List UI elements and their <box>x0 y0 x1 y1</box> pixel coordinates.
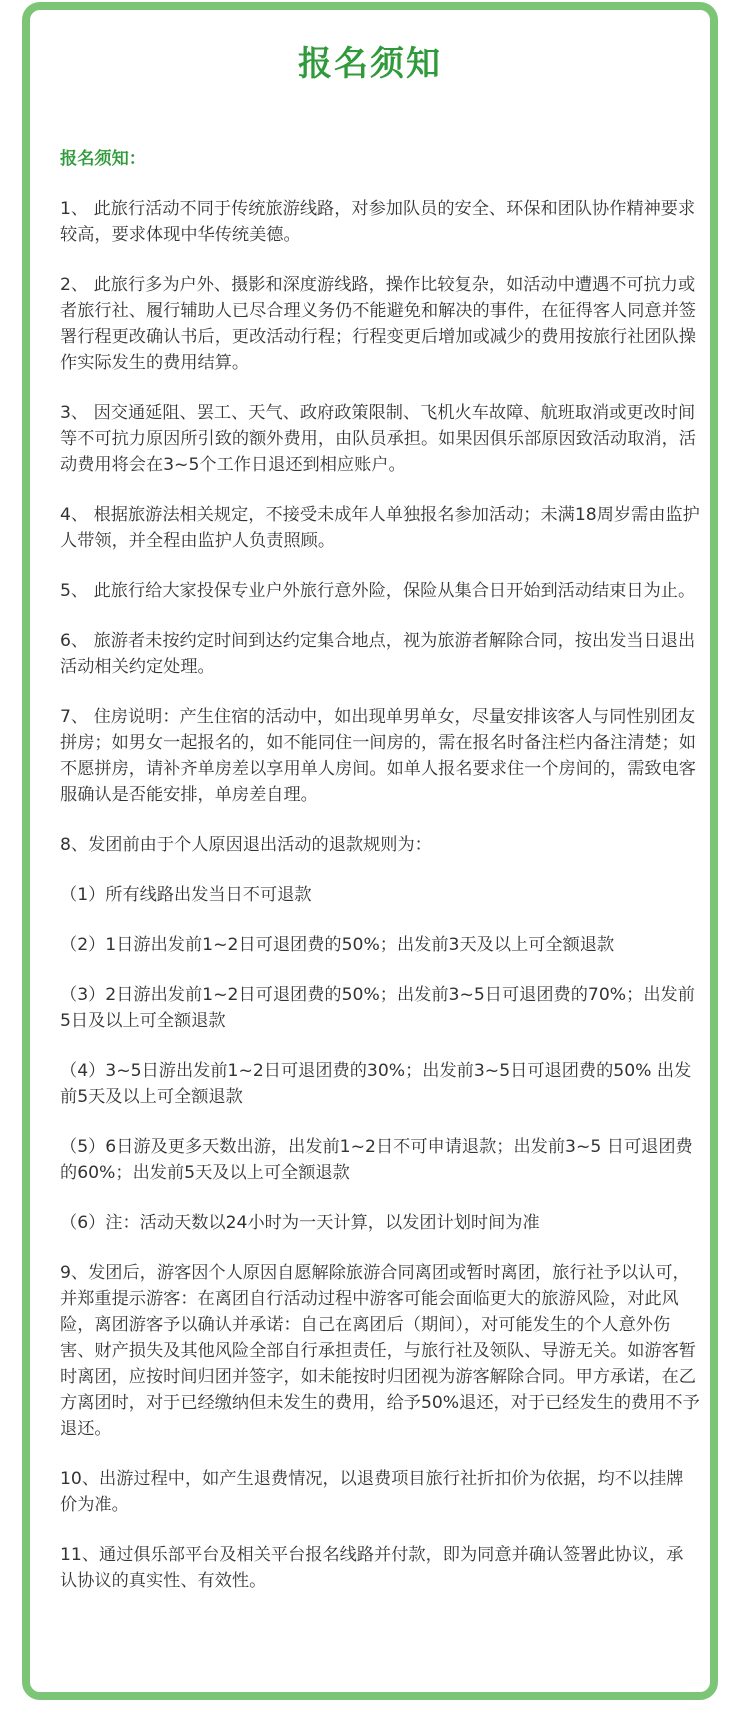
notice-item-4: 4、 根据旅游法相关规定，不接受未成年人单独报名参加活动；未满18周岁需由监护人带领，并全程由监护人负责照顾。 <box>60 505 700 551</box>
title-text: 报名须知 <box>298 44 442 84</box>
notice-card <box>22 2 718 1700</box>
refund-rule-5: （5）6日游及更多天数出游，出发前1~2日不可申请退款；出发前3~5 日可退团费的60%；出发前5天及以上可全额退款 <box>60 1137 693 1183</box>
notice-item-11: 11、通过俱乐部平台及相关平台报名线路并付款，即为同意并确认签署此协议，承认协议的真实性、有效性。 <box>60 1545 684 1591</box>
notice-item-9: 9、发团后，游客因个人原因自愿解除旅游合同离团或暂时离团，旅行社予以认可，并郑重提示游客：在离团自行活动过程中游客可能会面临更大的旅游风险，对此风险，离团游客予以确认并承诺：自己在离团后（期间），对可能发生的个人意外伤害、财产损失及其他风险全部自行承担责任，与旅行社及领队、导游无关。如游客暂时离团，应按时间归团并签字，如未能按时归团视为游客解除合同。甲方承诺，在乙方离团时，对于已经缴纳但未发生的费用，给予50%退还，对于已经发生的费用不予退还。 <box>60 1263 700 1439</box>
refund-rule-4: （4）3~5日游出发前1~2日可退团费的30%；出发前3~5日可退团费的50% 出发前5天及以上可全额退款 <box>60 1061 692 1107</box>
notice-item-10: 10、出游过程中，如产生退费情况，以退费项目旅行社折扣价为依据，均不以挂牌价为准。 <box>60 1469 684 1515</box>
notice-item-6: 6、 旅游者未按约定时间到达约定集合地点，视为旅游者解除合同，按出发当日退出活动相关约定处理。 <box>60 631 696 677</box>
notice-item-1: 1、 此旅行活动不同于传统旅游线路，对参加队员的安全、环保和团队协作精神要求较高，要求体现中华传统美德。 <box>60 199 696 245</box>
section-heading: 报名须知： <box>60 149 146 169</box>
notice-item-5: 5、 此旅行给大家投保专业户外旅行意外险，保险从集合日开始到活动结束日为止。 <box>60 581 696 601</box>
notice-item-2: 2、 此旅行多为户外、摄影和深度游线路，操作比较复杂，如活动中遭遇不可抗力或者旅行社、履行辅助人已尽合理义务仍不能避免和解决的事件，在征得客人同意并签署行程更改确认书后，更改活动行程；行程变更后增加或减少的费用按旅行社团队操作实际发生的费用结算。 <box>60 275 696 373</box>
refund-rule-6: （6）注：活动天数以24小时为一天计算，以发团计划时间为准 <box>60 1213 540 1233</box>
refund-rule-3: （3）2日游出发前1~2日可退团费的50%；出发前3~5日可退团费的70%；出发前5日及以上可全额退款 <box>60 985 695 1031</box>
notice-item-8: 8、发团前由于个人原因退出活动的退款规则为： <box>60 835 432 855</box>
notice-item-7: 7、 住房说明：产生住宿的活动中，如出现单男单女，尽量安排该客人与同性别团友拼房；如男女一起报名的，如不能同住一间房的，需在报名时备注栏内备注清楚；如不愿拼房，请补齐单房差以享用单人房间。如单人报名要求住一个房间的，需致电客服确认是否能安排，单房差自理。 <box>60 707 696 805</box>
refund-rule-2: （2）1日游出发前1~2日可退团费的50%；出发前3天及以上可全额退款 <box>60 935 615 955</box>
notice-content <box>60 146 700 1618</box>
refund-rule-1: （1）所有线路出发当日不可退款 <box>60 885 312 905</box>
notice-item-3: 3、 因交通延阻、罢工、天气、政府政策限制、飞机火车故障、航班取消或更改时间等不可抗力原因所引致的额外费用，由队员承担。如果因俱乐部原因致活动取消，活动费用将会在3~5个工作日退还到相应账户。 <box>60 403 696 475</box>
title-wrap <box>30 40 710 88</box>
page-title <box>292 40 448 88</box>
